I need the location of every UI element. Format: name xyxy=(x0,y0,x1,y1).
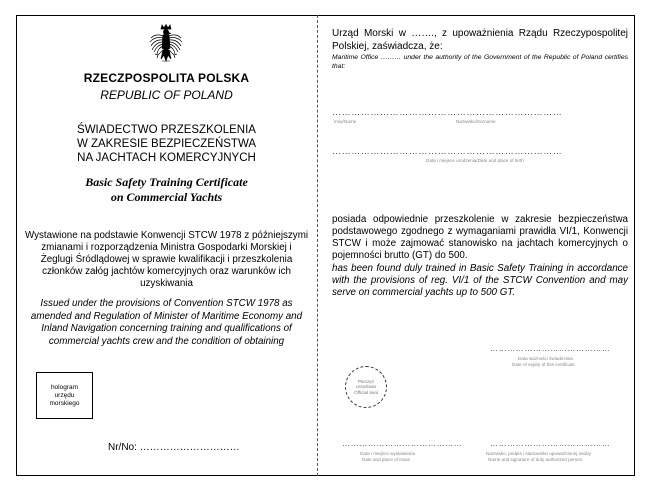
certificate-number-label: Nr/No: xyxy=(108,442,137,453)
certificate-title-en-line1: Basic Safety Training Certificate xyxy=(85,175,248,189)
birth-date-dots: ……………………………………………………………… xyxy=(332,146,563,156)
issuing-authority-pl: Urząd Morski w ……., z upoważnienia Rządu Rzeczypospolitej Polskiej, zaświadcza, że: xyxy=(332,28,628,52)
expiry-date-label-en: Date of expiry of this certificate xyxy=(512,362,575,367)
issuing-authority-en: Maritime Office ……… under the authority of the Government of the Republic of Poland certifies that: xyxy=(332,54,628,70)
birth-date-label: Data i miejsce urodzenia/Date and place of birth xyxy=(426,158,524,163)
certificate-number xyxy=(108,442,240,453)
training-statement-pl: posiada odpowiednie przeszkolenie w zakresie bezpieczeństwa podstawowego zgodnego z wymaganiami prawidła VI/1, Konwencji STCW i może zajmować stanowisko na jachtach komercyjnych o pojemności brutto (GT) do 500. xyxy=(332,214,628,261)
certificate-title-pl-line3: NA JACHTACH KOMERCYJNYCH xyxy=(77,152,256,164)
issue-place-label-en: Date and place of issue xyxy=(362,457,411,462)
certificate-title-pl-line2: W ZAKRESIE BEZPIECZEŃSTWA xyxy=(76,138,257,150)
official-seal-circle xyxy=(345,366,387,408)
expiry-date-dots: …………………………………… xyxy=(490,344,611,353)
issued-under-pl: Wystawione na podstawie Konwencji STCW 1978 z późniejszymi zmianami i rozporządzenia Ministra Gospodarki Morskiej i Żeglugi Śródlądowej w sprawie kwalifikacji i przeszkolenia członków załóg jachtów komercyjnych oraz warunków ich uzyskiwania xyxy=(24,230,309,289)
training-statement-en: has been found duly trained in Basic Safety Training in accordance with the provisions of reg. VI/1 of the STCW Convention and may serve on commercial yachts up to 500 GT. xyxy=(332,263,628,298)
hologram-box xyxy=(36,372,93,419)
certificate-title-pl-line1: ŚWIADECTWO PRZESZKOLENIA xyxy=(77,124,256,136)
left-page xyxy=(16,15,317,476)
polish-eagle-emblem-icon xyxy=(149,24,183,68)
hologram-label: hologram urzędu morskiego xyxy=(49,383,80,407)
expiry-date-label-pl: Data ważności świadectwa xyxy=(518,356,573,361)
official-seal-label: Pieczęć urzędowa Official seal xyxy=(354,378,378,395)
issued-under-en: Issued under the provisions of Convention STCW 1978 as amended and Regulation of Minister of Maritime Economy and Inland Navigation concerning training and qualifications of commercial yachts crew and the condition of obtaining xyxy=(30,298,303,347)
issue-place-label-pl: Data i miejsce wystawienia xyxy=(360,451,415,456)
certificate-number-value: ………………………… xyxy=(139,442,240,453)
certificate-title-en xyxy=(16,175,317,205)
holder-name-dots: ……………………………………………………………… xyxy=(332,107,563,117)
signature-label-en: Name and signature of duly authorized person xyxy=(488,457,583,462)
signature-dots: …………………………………… xyxy=(490,439,611,448)
issue-place-dots: …………………………………… xyxy=(342,439,463,448)
country-name-en: REPUBLIC OF POLAND xyxy=(100,88,233,102)
first-name-label: Imię/Name xyxy=(334,119,357,124)
signature-label-pl: Nazwisko, podpis i stanowisko upoważnionej osoby xyxy=(486,451,591,456)
certificate-title-pl xyxy=(16,123,317,165)
certificate-title-en-line2: on Commercial Yachts xyxy=(110,190,223,204)
surname-label: Nazwisko/Surname xyxy=(456,119,496,124)
country-name: RZECZPOSPOLITA POLSKA xyxy=(83,71,250,85)
